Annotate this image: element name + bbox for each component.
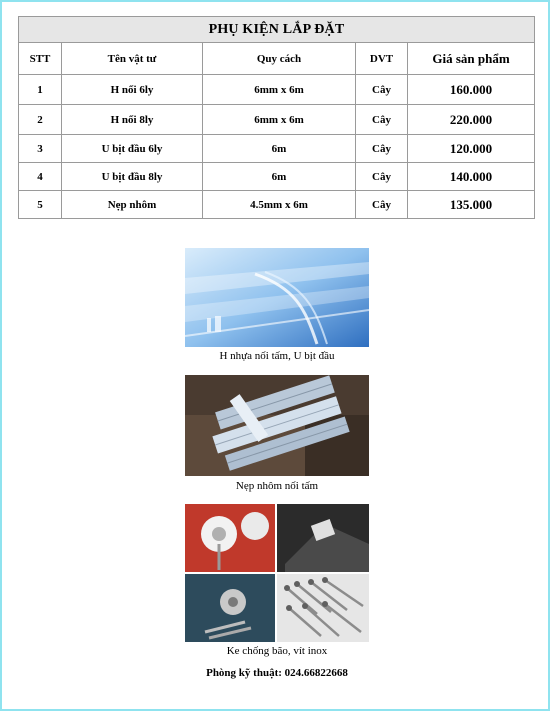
cell-price: 160.000 (408, 75, 535, 105)
table-row (19, 191, 535, 219)
table-header-row (19, 43, 535, 75)
cell-stt: 2 (19, 105, 62, 135)
cell-name: H nối 6ly (62, 75, 203, 105)
cell-stt: 5 (19, 191, 62, 219)
cell-stt: 4 (19, 163, 62, 191)
caption-aluminium-strips: Nẹp nhôm nối tấm (235, 480, 319, 492)
table-row (19, 105, 535, 135)
table-title: PHỤ KIỆN LẮP ĐẶT (19, 17, 535, 43)
cell-name: U bịt đầu 6ly (62, 135, 203, 163)
table-row (19, 75, 535, 105)
header-name: Tên vật tư (62, 43, 203, 75)
cell-stt: 1 (19, 75, 62, 105)
table-row (19, 135, 535, 163)
cell-price: 120.000 (408, 135, 535, 163)
table-row (19, 163, 535, 191)
header-spec: Quy cách (203, 43, 356, 75)
cell-spec: 6mm x 6m (203, 75, 356, 105)
cell-spec: 6m (203, 163, 356, 191)
cell-unit: Cây (356, 163, 408, 191)
cell-name: U bịt đầu 8ly (62, 163, 203, 191)
cell-price: 220.000 (408, 105, 535, 135)
cell-stt: 3 (19, 135, 62, 163)
cell-spec: 4.5mm x 6m (203, 191, 356, 219)
price-table (18, 16, 535, 219)
cell-spec: 6mm x 6m (203, 105, 356, 135)
caption-h-u-profiles: H nhựa nối tấm, U bịt đầu (219, 350, 335, 362)
header-price: Giá sản phẩm (408, 43, 535, 75)
technical-contact: Phòng kỹ thuật: 024.66822668 (206, 667, 348, 679)
header-stt: STT (19, 43, 62, 75)
cell-unit: Cây (356, 191, 408, 219)
caption-washers-screws: Ke chống bão, vít inox (226, 645, 328, 657)
photo-h-u-profiles (185, 248, 369, 347)
cell-unit: Cây (356, 135, 408, 163)
cell-spec: 6m (203, 135, 356, 163)
cell-unit: Cây (356, 105, 408, 135)
cell-price: 140.000 (408, 163, 535, 191)
photo-washers-screws (185, 504, 369, 642)
photo-aluminium-strips (185, 375, 369, 476)
header-unit: DVT (356, 43, 408, 75)
cell-price: 135.000 (408, 191, 535, 219)
cell-name: H nối 8ly (62, 105, 203, 135)
cell-name: Nẹp nhôm (62, 191, 203, 219)
cell-unit: Cây (356, 75, 408, 105)
